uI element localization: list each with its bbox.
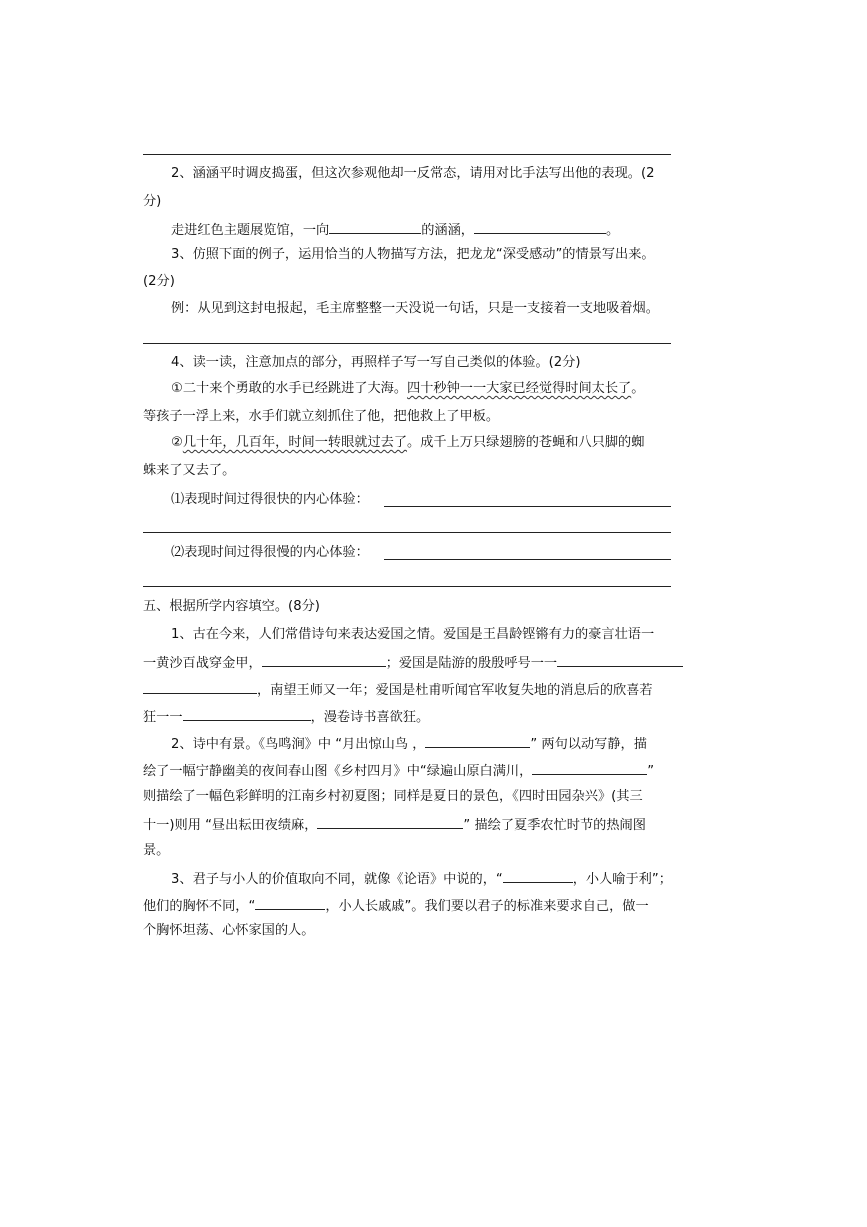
q3-example: 例：从见到这封电报起，毛主席整整一天没说一句话，只是一支接着一支地吸着烟。 — [171, 301, 659, 316]
s5-q1-text: 狂一一 — [143, 710, 183, 725]
q4-s2-num: ② — [171, 435, 183, 450]
s5-q2-text: 2、诗中有景。《鸟鸣涧》中 “月出惊山鸟 ， — [171, 737, 426, 752]
fill-blank[interactable] — [183, 707, 311, 721]
q4-part-2-label: ⑵表现时间过得很慢的内心体验： — [171, 545, 369, 560]
answer-line[interactable] — [143, 343, 671, 344]
q2-fill-end: 。 — [606, 223, 620, 238]
q2-fill-text-b: 的涵涵， — [421, 223, 474, 238]
q4-sentence-1-cont: 等孩子一浮上来，水手们就立刻抓住了他，把他救上了甲板。 — [143, 409, 500, 424]
s5-q1-text: 一黄沙百战穿金甲， — [143, 656, 262, 671]
q4-s1-marked-text: 四十秒钟一一大家已经觉得时间太长了 — [407, 381, 632, 396]
s5-q3-text: 3、君子与小人的价值取向不同，就像《论语》中说的，“ — [171, 872, 503, 887]
s5-q2-text: 绘了一幅宁静幽美的夜间春山图《乡村四月》中“绿遍山原白满川， — [143, 764, 533, 779]
fill-blank[interactable] — [143, 680, 257, 694]
fill-blank[interactable] — [557, 653, 683, 667]
section-5-heading: 五、根据所学内容填空。(8分) — [143, 599, 320, 614]
q4-s2-text: 。成千上万只绿翅膀的苍蝇和八只脚的蜘 — [407, 435, 645, 450]
s5-q2-line4 — [143, 815, 646, 835]
fill-blank[interactable] — [503, 869, 573, 883]
q4-s2-marked-text: 几十年，几百年，时间一转眼就过去了 — [182, 435, 408, 450]
q3-prompt: 3、仿照下面的例子，运用恰当的人物描写方法，把龙龙“深受感动”的情景写出来。 — [171, 247, 655, 262]
s5-q2-line5: 景。 — [143, 843, 170, 858]
q2-prompt-cont: 分) — [143, 194, 162, 209]
answer-line[interactable] — [143, 532, 671, 533]
answer-line — [143, 154, 671, 155]
q2-fill-text-a: 走进红色主题展览馆，一向 — [171, 223, 330, 238]
s5-q2-text: ” 两句以动写静，描 — [530, 737, 647, 752]
fill-blank[interactable] — [262, 653, 386, 667]
fill-blank[interactable] — [532, 761, 647, 775]
fill-blank[interactable] — [425, 734, 530, 748]
answer-line[interactable] — [384, 506, 671, 507]
s5-q1-line3 — [143, 680, 653, 700]
s5-q3-text: ，小人长戚戚”。我们要以君子的标准来要求自己，做一 — [325, 899, 649, 914]
s5-q3-line2 — [143, 896, 649, 916]
s5-q3-line3: 个胸怀坦荡、心怀家国的人。 — [143, 923, 315, 938]
s5-q3-text: 他们的胸怀不同，“ — [143, 899, 256, 914]
fill-blank[interactable] — [317, 815, 463, 829]
s5-q2-text: ” 描绘了夏季农忙时节的热闹图 — [463, 818, 646, 833]
q4-sentence-2 — [171, 434, 644, 452]
fill-blank[interactable] — [474, 220, 606, 234]
s5-q1-line4 — [143, 707, 429, 727]
s5-q2-text: ” — [647, 764, 655, 779]
s5-q1-text: ，南望王师又一年；爱国是杜甫听闻官军收复失地的消息后的欣喜若 — [257, 683, 653, 698]
answer-line[interactable] — [143, 586, 671, 587]
s5-q3-text: ，小人喻于利”； — [572, 872, 672, 887]
q4-sentence-2-cont: 蛛来了又去了。 — [143, 463, 236, 478]
fill-blank[interactable] — [329, 220, 421, 234]
s5-q1-line2 — [143, 653, 683, 673]
s5-q1-text: ；爱国是陆游的殷殷呼号一一 — [385, 656, 558, 671]
s5-q2-line1 — [171, 734, 647, 754]
q4-s1-text: ①二十来个勇敢的水手已经跳进了大海。 — [171, 381, 408, 396]
answer-line[interactable] — [384, 559, 671, 560]
fill-blank[interactable] — [255, 896, 325, 910]
q4-part-1-label: ⑴表现时间过得很快的内心体验： — [171, 492, 369, 507]
q3-prompt-cont: (2分) — [143, 274, 175, 289]
q2-fill-line — [171, 220, 619, 240]
s5-q1-text: ，漫卷诗书喜欲狂。 — [310, 710, 430, 725]
s5-q2-text: 十一)则用 “昼出耘田夜绩麻， — [143, 818, 318, 833]
q2-prompt: 2、涵涵平时调皮捣蛋，但这次参观他却一反常态，请用对比手法写出他的表现。(2 — [171, 166, 655, 181]
s5-q3-line1 — [171, 869, 672, 889]
s5-q1-line1: 1、古在今来，人们常借诗句来表达爱国之情。爱国是王昌龄铿锵有力的豪言壮语一 — [171, 627, 655, 642]
q4-sentence-1 — [171, 380, 644, 398]
q4-prompt: 4、读一读，注意加点的部分，再照样子写一写自己类似的体验。(2分) — [171, 355, 581, 370]
q4-s1-end: 。 — [631, 381, 645, 396]
s5-q2-line3: 则描绘了一幅色彩鲜明的江南乡村初夏图；同样是夏日的景色，《四时田园杂兴》(其三 — [143, 789, 643, 804]
s5-q2-line2 — [143, 761, 654, 781]
